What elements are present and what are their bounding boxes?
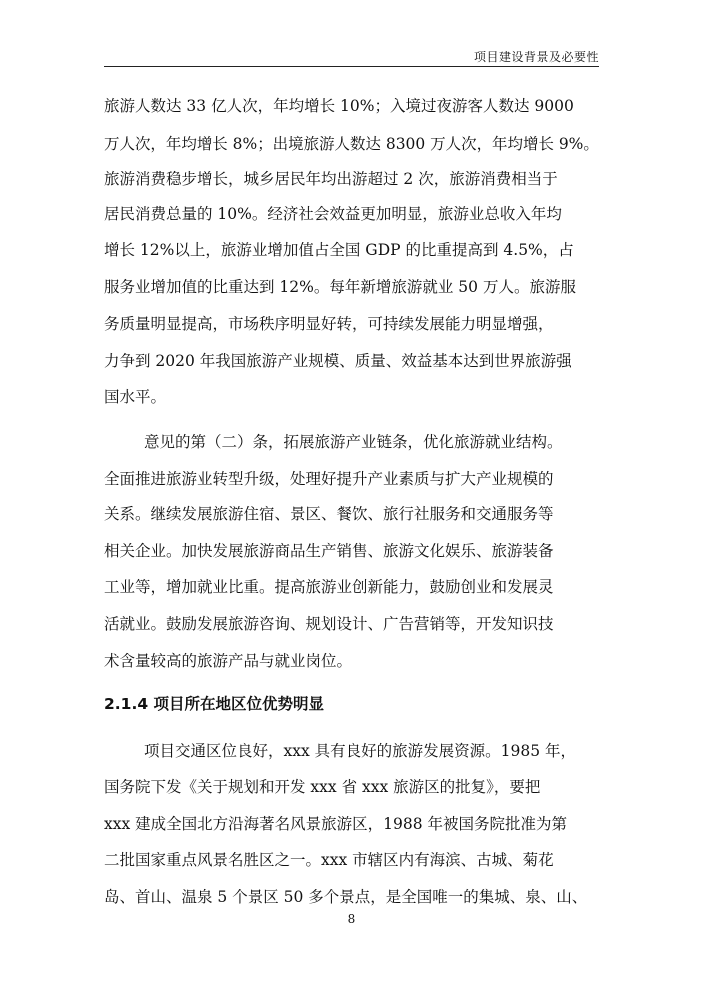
text-line: xxx 建成全国北方沿海著名风景旅游区，1988 年被国务院批准为第 [104,815,568,833]
text-line: 工业等，增加就业比重。提高旅游业创新能力，鼓励创业和发展灵 [104,578,554,596]
text-line: 关系。继续发展旅游住宿、景区、餐饮、旅行社服务和交通服务等 [104,505,554,523]
text-line: 万人次，年均增长 8%；出境旅游人数达 8300 万人次，年均增长 9%。 [104,135,599,153]
text-line: 相关企业。加快发展旅游商品生产销售、旅游文化娱乐、旅游装备 [104,542,554,560]
paragraph-first-line: 意见的第（二）条，拓展旅游产业链条，优化旅游就业结构。 [144,433,563,451]
text-line: 国务院下发《关于规划和开发 xxx 省 xxx 旅游区的批复》，要把 [104,778,541,796]
text-line: 旅游消费稳步增长，城乡居民年均出游超过 2 次，旅游消费相当于 [104,170,558,188]
text-line: 旅游人数达 33 亿人次，年均增长 10%；入境过夜游客人数达 9000 [104,97,574,115]
text-line: 增长 12%以上，旅游业增加值占全国 GDP 的比重提高到 4.5%，占 [104,241,574,259]
text-line: 服务业增加值的比重达到 12%。每年新增旅游就业 50 万人。旅游服 [104,278,576,296]
text-line: 务质量明显提高，市场秩序明显好转，可持续发展能力明显增强， [104,315,554,333]
page-number: 8 [347,912,356,926]
text-line: 术含量较高的旅游产品与就业岗位。 [104,652,353,670]
header-divider [104,66,599,67]
text-line: 全面推进旅游业转型升级，处理好提升产业素质与扩大产业规模的 [104,470,554,488]
text-line: 岛、首山、温泉 5 个景区 50 多个景点，是全国唯一的集城、泉、山、 [104,888,588,906]
text-line: 二批国家重点风景名胜区之一。xxx 市辖区内有海滨、古城、菊花 [104,851,554,869]
text-line: 力争到 2020 年我国旅游产业规模、质量、效益基本达到世界旅游强 [104,352,572,370]
running-header-title: 项目建设背景及必要性 [473,50,599,64]
text-line: 国水平。 [104,388,167,406]
paragraph-first-line: 项目交通区位良好，xxx 具有良好的旅游发展资源。1985 年， [144,742,577,760]
text-line: 居民消费总量的 10%。经济社会效益更加明显，旅游业总收入年均 [104,205,562,223]
section-heading: 2.1.4 项目所在地区位优势明显 [104,695,325,713]
text-line: 活就业。鼓励发展旅游咨询、规划设计、广告营销等，开发知识技 [104,615,554,633]
